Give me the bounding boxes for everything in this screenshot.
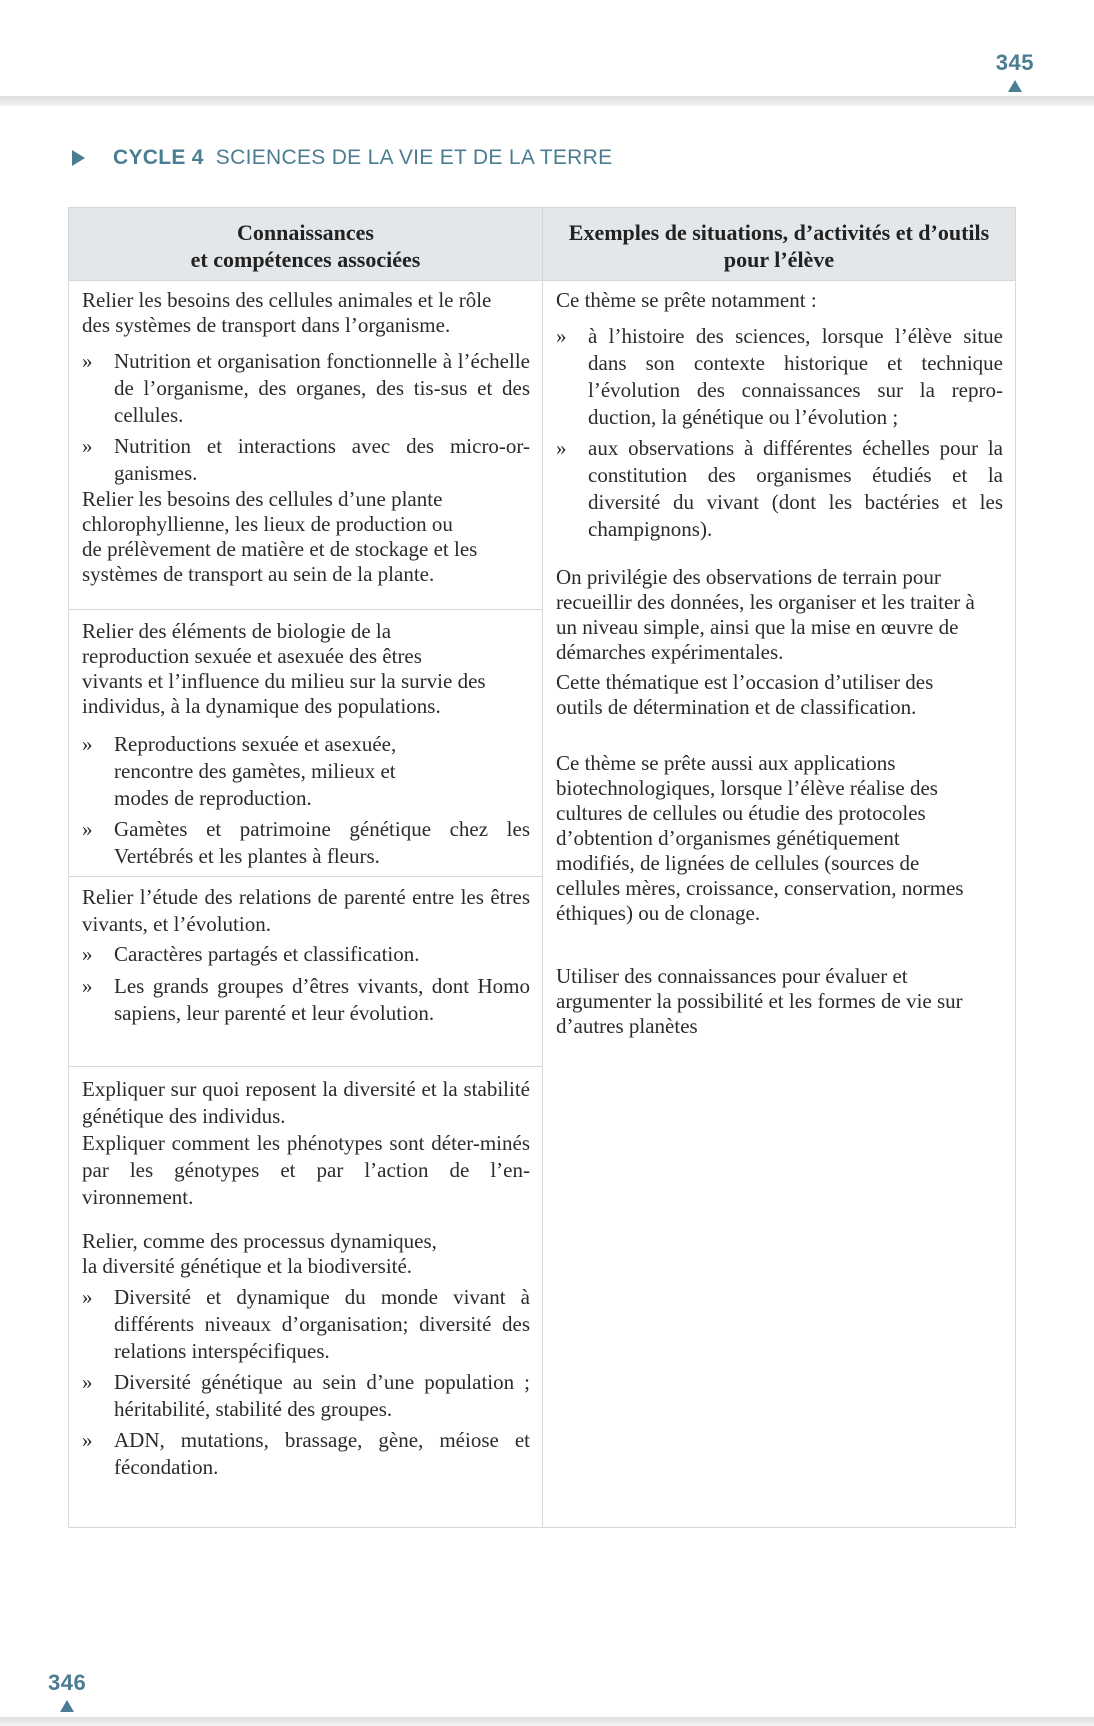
knowledge-block-genetics [69,1076,542,1481]
bullet-item: » Diversité génétique au sein d’une population ; héritabilité, stabilité des groupes. [82,1369,530,1423]
text-line: Relier, comme des processus dynamiques, [82,1229,437,1253]
bullet-item: » Les grands groupes d’êtres vivants, dont Homo sapiens, leur parenté et leur évolution. [82,973,530,1027]
page-number-top-text: 345 [995,50,1034,75]
knowledge-block-evolution [69,884,542,1027]
text-line: individus, à la dynamique des populations. [82,694,441,718]
examples-block [543,288,1015,1039]
bullet-item: » Nutrition et interactions avec des micro-or-ganismes. [82,433,530,487]
text-line: cultures de cellules ou étudie des protocoles [556,801,926,825]
text-line: de prélèvement de matière et de stockage et les [82,537,478,561]
text-line: chlorophyllienne, les lieux de production ou [82,512,453,536]
section-title: SCIENCES DE LA VIE ET DE LA TERRE [215,146,613,169]
bullet-item: » ADN, mutations, brassage, gène, méiose et fécondation. [82,1427,530,1481]
text-paragraph: Relier l’étude des relations de parenté entre les êtres vivants, et l’évolution. [82,885,530,936]
text-line: Ce thème se prête aussi aux applications [556,751,896,775]
text-line: modifiés, de lignées de cellules (sources de [556,851,920,875]
text-line: argumenter la possibilité et les formes de vie sur [556,989,963,1013]
text-line: systèmes de transport au sein de la plante. [82,562,435,586]
text-line: biotechnologiques, lorsque l’élève réalise des [556,776,938,800]
triangle-up-icon [1008,80,1022,92]
other-planets-paragraph [556,964,1003,1039]
text-line: cellules mères, croissance, conservation, normes [556,876,964,900]
text-line: Cette thématique est l’occasion d’utiliser des [556,670,934,694]
text-line: la diversité génétique et la biodiversité. [82,1254,413,1278]
row-divider [69,1066,542,1067]
bullet-item: » Diversité et dynamique du monde vivant à différents niveaux d’organisation; diversité des relations interspécifiques. [82,1284,530,1365]
classification-paragraph [556,670,1003,720]
text-line: éthiques) ou de clonage. [556,901,761,925]
table-header [69,208,1015,281]
header-rule [0,96,1094,106]
text-paragraph: Expliquer sur quoi reposent la diversité et la stabilité génétique des individus. [82,1077,530,1128]
footer-rule [0,1717,1094,1726]
section-heading [72,146,612,170]
text-line: démarches expérimentales. [556,640,784,664]
bullet-item: » aux observations à différentes échelles pour la constitution des organismes étudiés et la diversité du vivant (dont les bactéries et les champignons). [556,435,1003,543]
bullet-item: » Gamètes et patrimoine génétique chez les Vertébrés et les plantes à fleurs. [82,816,530,870]
text-line: d’obtention d’organismes génétiquement [556,826,900,850]
text-line: Ce thème se prête notamment : [556,288,817,312]
header-knowledge-line1: Connaissances [237,220,374,245]
triangle-up-icon [60,1700,74,1712]
text-line: Utiliser des connaissances pour évaluer et [556,964,908,988]
knowledge-block-nutrition [69,288,542,587]
cycle-label: CYCLE 4 [113,146,204,169]
biotech-paragraph [556,751,1003,926]
knowledge-block-reproduction [69,619,542,870]
text-line: d’autres planètes [556,1014,698,1038]
bullet-item: » à l’histoire des sciences, lorsque l’élève situe dans son contexte historique et technique l’évolution des connaissances sur la repro-duction, la génétique ou l’évolution ; [556,323,1003,431]
knowledge-column [69,280,543,1527]
curriculum-table [68,207,1016,1528]
row-divider [69,609,542,610]
text-line: un niveau simple, ainsi que la mise en œuvre de [556,615,959,639]
text-line: reproduction sexuée et asexuée des êtres [82,644,422,668]
text-line: recueillir des données, les organiser et les traiter à [556,590,975,614]
bullet-item: » Caractères partagés et classification. [82,941,530,968]
header-knowledge-line2: et compétences associées [190,247,421,272]
play-triangle-icon [72,150,85,166]
text-line: vivants et l’influence du milieu sur la survie des [82,669,486,693]
header-examples [543,208,1015,280]
bullet-item: » Reproductions sexuée et asexuée, rencontre des gamètes, milieux et modes de reproduction. [82,731,530,812]
examples-column [543,280,1015,1527]
text-line: Relier les besoins des cellules animales et le rôle [82,288,492,312]
text-line: outils de détermination et de classification. [556,695,917,719]
header-examples-line2: pour l’élève [723,247,835,272]
page-number-bottom [48,1670,86,1712]
text-paragraph: Expliquer comment les phénotypes sont déter-minés par les génotypes et par l’action de l’en-vironnement. [82,1131,530,1209]
text-line: Relier les besoins des cellules d’une plante [82,487,443,511]
header-examples-line1: Exemples de situations, d’activités et d’outils [568,220,990,245]
text-line: des systèmes de transport dans l’organisme. [82,313,451,337]
page-number-top [996,50,1034,92]
text-line: Relier des éléments de biologie de la [82,619,392,643]
table-body [69,280,1015,1527]
text-line: On privilégie des observations de terrain pour [556,565,941,589]
header-knowledge [69,208,543,280]
row-divider [69,876,542,877]
bullet-item: » Nutrition et organisation fonctionnelle à l’échelle de l’organisme, des organes, des tis-sus et des cellules. [82,348,530,429]
page-number-bottom-text: 346 [48,1670,87,1695]
fieldwork-paragraph [556,565,1003,665]
